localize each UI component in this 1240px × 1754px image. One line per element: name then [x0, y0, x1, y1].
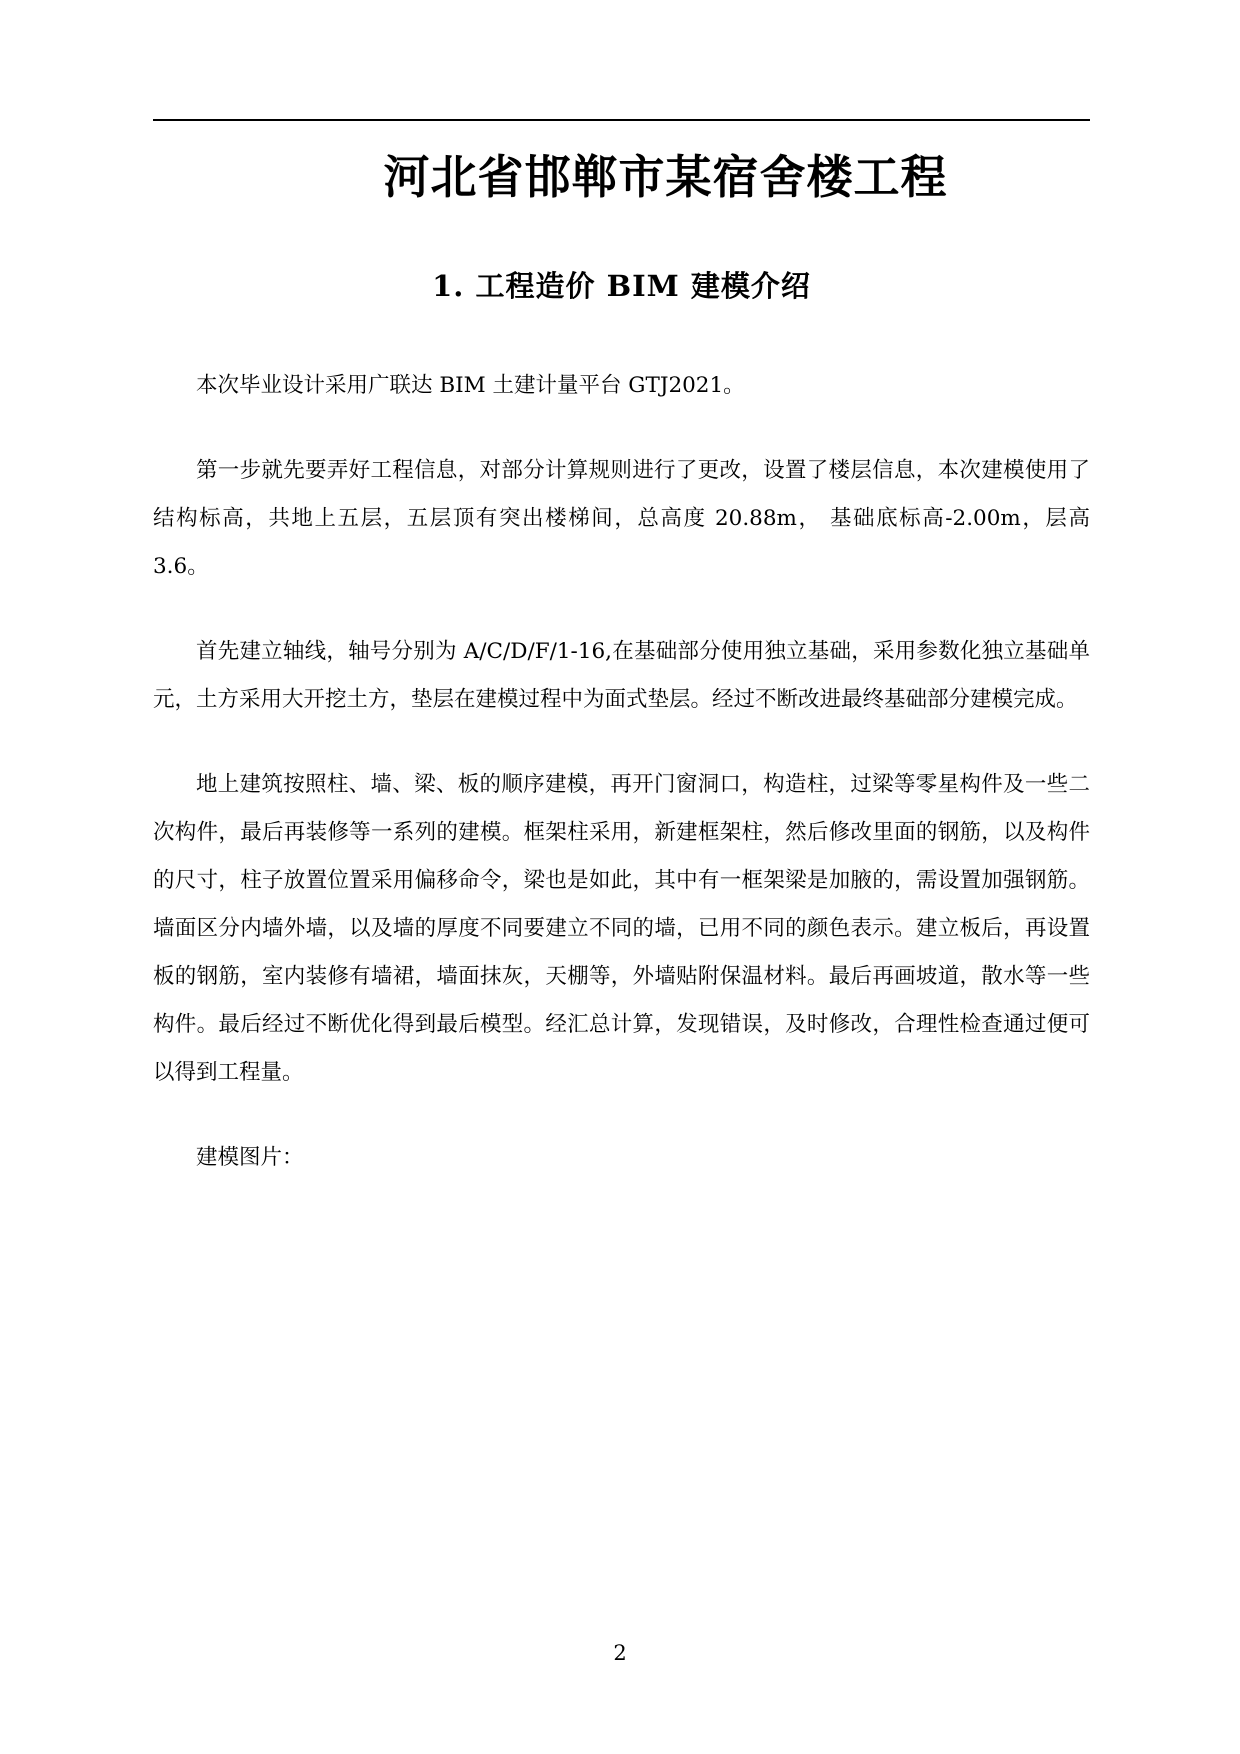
paragraph-model-images-label: 建模图片：	[196, 1145, 304, 1170]
document-body	[153, 362, 1090, 1182]
paragraph-intro: 本次毕业设计采用广联达 BIM 土建计量平台 GTJ2021。	[196, 373, 745, 398]
page-content	[153, 0, 1090, 1219]
paragraph-project-info: 第一步就先要弄好工程信息，对部分计算规则进行了更改，设置了楼层信息，本次建模使用了结构标高，共地上五层，五层顶有突出楼梯间，总高度 20.88m， 基础底标高-2.00m，层高 3.6。	[153, 458, 1090, 579]
document-title: 河北省邯郸市某宿舍楼工程	[383, 150, 948, 204]
section-heading: 1. 工程造价 BIM 建模介绍	[432, 269, 811, 303]
page-number: 2	[613, 1641, 627, 1665]
paragraph-modeling-process: 地上建筑按照柱、墙、梁、板的顺序建模，再开门窗洞口，构造柱，过梁等零星构件及一些二次构件，最后再装修等一系列的建模。框架柱采用，新建框架柱，然后修改里面的钢筋，以及构件的尺寸，柱子放置位置采用偏移命令，梁也是如此，其中有一框架梁是加腋的，需设置加强钢筋。墙面区分内墙外墙，以及墙的厚度不同要建立不同的墙，已用不同的颜色表示。建立板后，再设置板的钢筋，室内装修有墙裙，墙面抹灰，天棚等，外墙贴附保温材料。最后再画坡道，散水等一些构件。最后经过不断优化得到最后模型。经汇总计算，发现错误，及时修改，合理性检查通过便可以得到工程量。	[153, 772, 1090, 1085]
header-divider-line	[153, 0, 1090, 121]
paragraph-axis-foundation: 首先建立轴线，轴号分别为 A/C/D/F/1-16,在基础部分使用独立基础，采用参数化独立基础单元，土方采用大开挖土方，垫层在建模过程中为面式垫层。经过不断改进最终基础部分建模完成。	[153, 639, 1090, 712]
